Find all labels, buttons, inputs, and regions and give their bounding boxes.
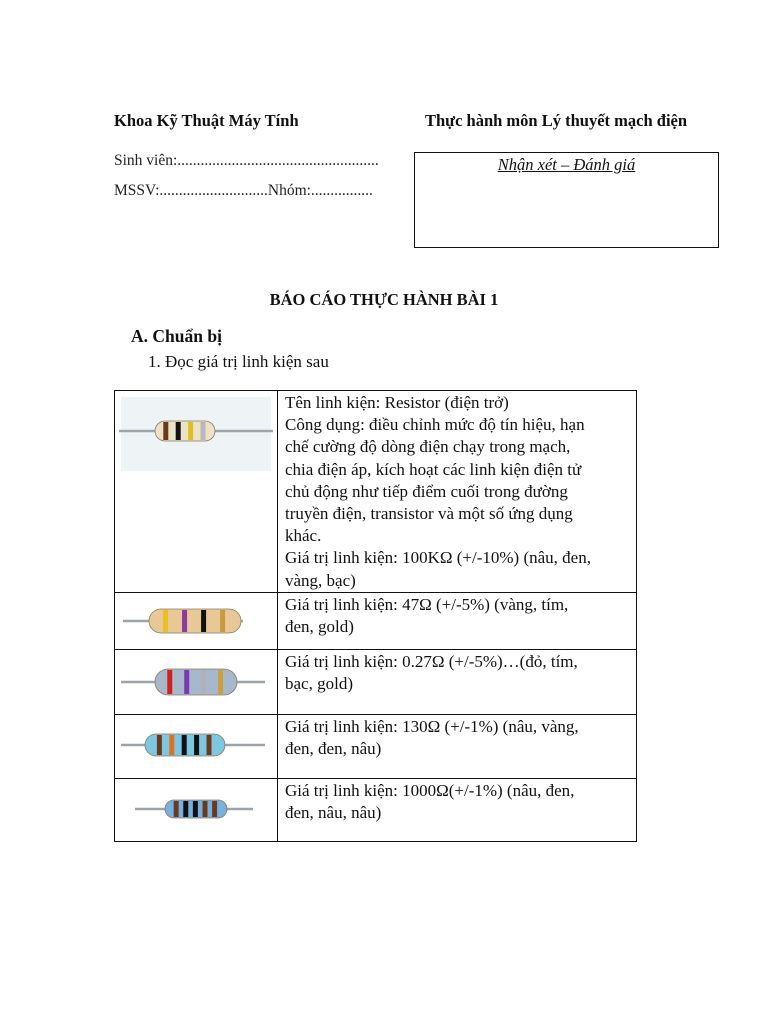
color-band	[163, 422, 168, 440]
row-text: khác.	[285, 526, 322, 546]
color-band	[193, 801, 198, 817]
list-item-1: 1. Đọc giá trị linh kiện sau	[148, 352, 329, 371]
row-text: Giá trị linh kiện: 1000Ω(+/-1%) (nâu, đen,	[285, 780, 575, 800]
table-row	[115, 778, 637, 841]
description-cell	[278, 649, 637, 714]
color-band	[182, 735, 187, 755]
resistor-image-cell	[115, 391, 278, 593]
row-text: đen, đen, nâu)	[285, 739, 382, 759]
resistor-icon	[115, 391, 277, 471]
color-band	[182, 610, 187, 632]
row-text: chế cường độ dòng điện chạy trong mạch,	[285, 437, 571, 457]
resistor-image-cell	[115, 592, 278, 649]
color-band	[183, 801, 188, 817]
color-band	[194, 735, 199, 755]
description-cell	[278, 714, 637, 778]
table-row	[115, 649, 637, 714]
resistor-icon	[115, 715, 277, 778]
row-text: Giá trị linh kiện: 47Ω (+/-5%) (vàng, tím,	[285, 594, 569, 614]
resistor-image-cell	[115, 778, 278, 841]
section-heading: A. Chuẩn bị	[131, 326, 222, 346]
table-row	[115, 391, 637, 593]
row-text: Giá trị linh kiện: 100KΩ (+/-10%) (nâu, đen,	[285, 548, 591, 568]
components-table	[114, 390, 637, 842]
resistor-icon	[115, 593, 277, 649]
resistor-icon	[115, 779, 277, 841]
color-band	[212, 801, 217, 817]
color-band	[169, 735, 174, 755]
color-band	[201, 422, 206, 440]
color-band	[207, 735, 212, 755]
row-text: Giá trị linh kiện: 0.27Ω (+/-5%)…(đỏ, tím,	[285, 651, 578, 671]
description-cell	[278, 391, 637, 593]
report-title: BÁO CÁO THỰC HÀNH BÀI 1	[269, 290, 499, 309]
row-text: bạc, gold)	[285, 674, 353, 694]
row-text: vàng, bạc)	[285, 570, 356, 590]
row-text: Công dụng: điều chỉnh mức độ tín hiệu, hạn	[285, 415, 585, 435]
review-title: Nhận xét – Đánh giá	[497, 155, 636, 174]
color-band	[176, 422, 181, 440]
description-cell	[278, 592, 637, 649]
resistor-body	[149, 609, 241, 633]
color-band	[188, 422, 193, 440]
resistor-icon	[115, 650, 277, 714]
student-name-line: Sinh viên:....................................................	[114, 152, 379, 169]
row-text: Tên linh kiện: Resistor (điện trở)	[285, 393, 509, 412]
student-id-group-line: MSSV:............................Nhóm:................	[114, 182, 373, 199]
color-band	[157, 735, 162, 755]
color-band	[167, 670, 172, 694]
resistor-image-cell	[115, 649, 278, 714]
row-text: Giá trị linh kiện: 130Ω (+/-1%) (nâu, vàng,	[285, 716, 579, 736]
color-band	[220, 610, 225, 632]
course-name: Thực hành môn Lý thuyết mạch điện	[425, 111, 688, 130]
row-text: truyền điện, transistor và một số ứng dụng	[285, 504, 573, 524]
color-band	[201, 670, 206, 694]
color-band	[184, 670, 189, 694]
review-box	[414, 152, 719, 248]
description-cell	[278, 778, 637, 841]
table-row	[115, 714, 637, 778]
department-name: Khoa Kỹ Thuật Máy Tính	[114, 111, 299, 130]
row-text: đen, nâu, nâu)	[285, 803, 382, 823]
color-band	[174, 801, 179, 817]
table-row	[115, 592, 637, 649]
color-band	[218, 670, 223, 694]
resistor-image-cell	[115, 714, 278, 778]
color-band	[163, 610, 168, 632]
color-band	[202, 801, 207, 817]
color-band	[201, 610, 206, 632]
row-text: chia điện áp, kích hoạt các linh kiện điện tử	[285, 459, 582, 479]
row-text: chủ động như tiếp điểm cuối trong đường	[285, 481, 568, 501]
row-text: đen, gold)	[285, 617, 354, 637]
